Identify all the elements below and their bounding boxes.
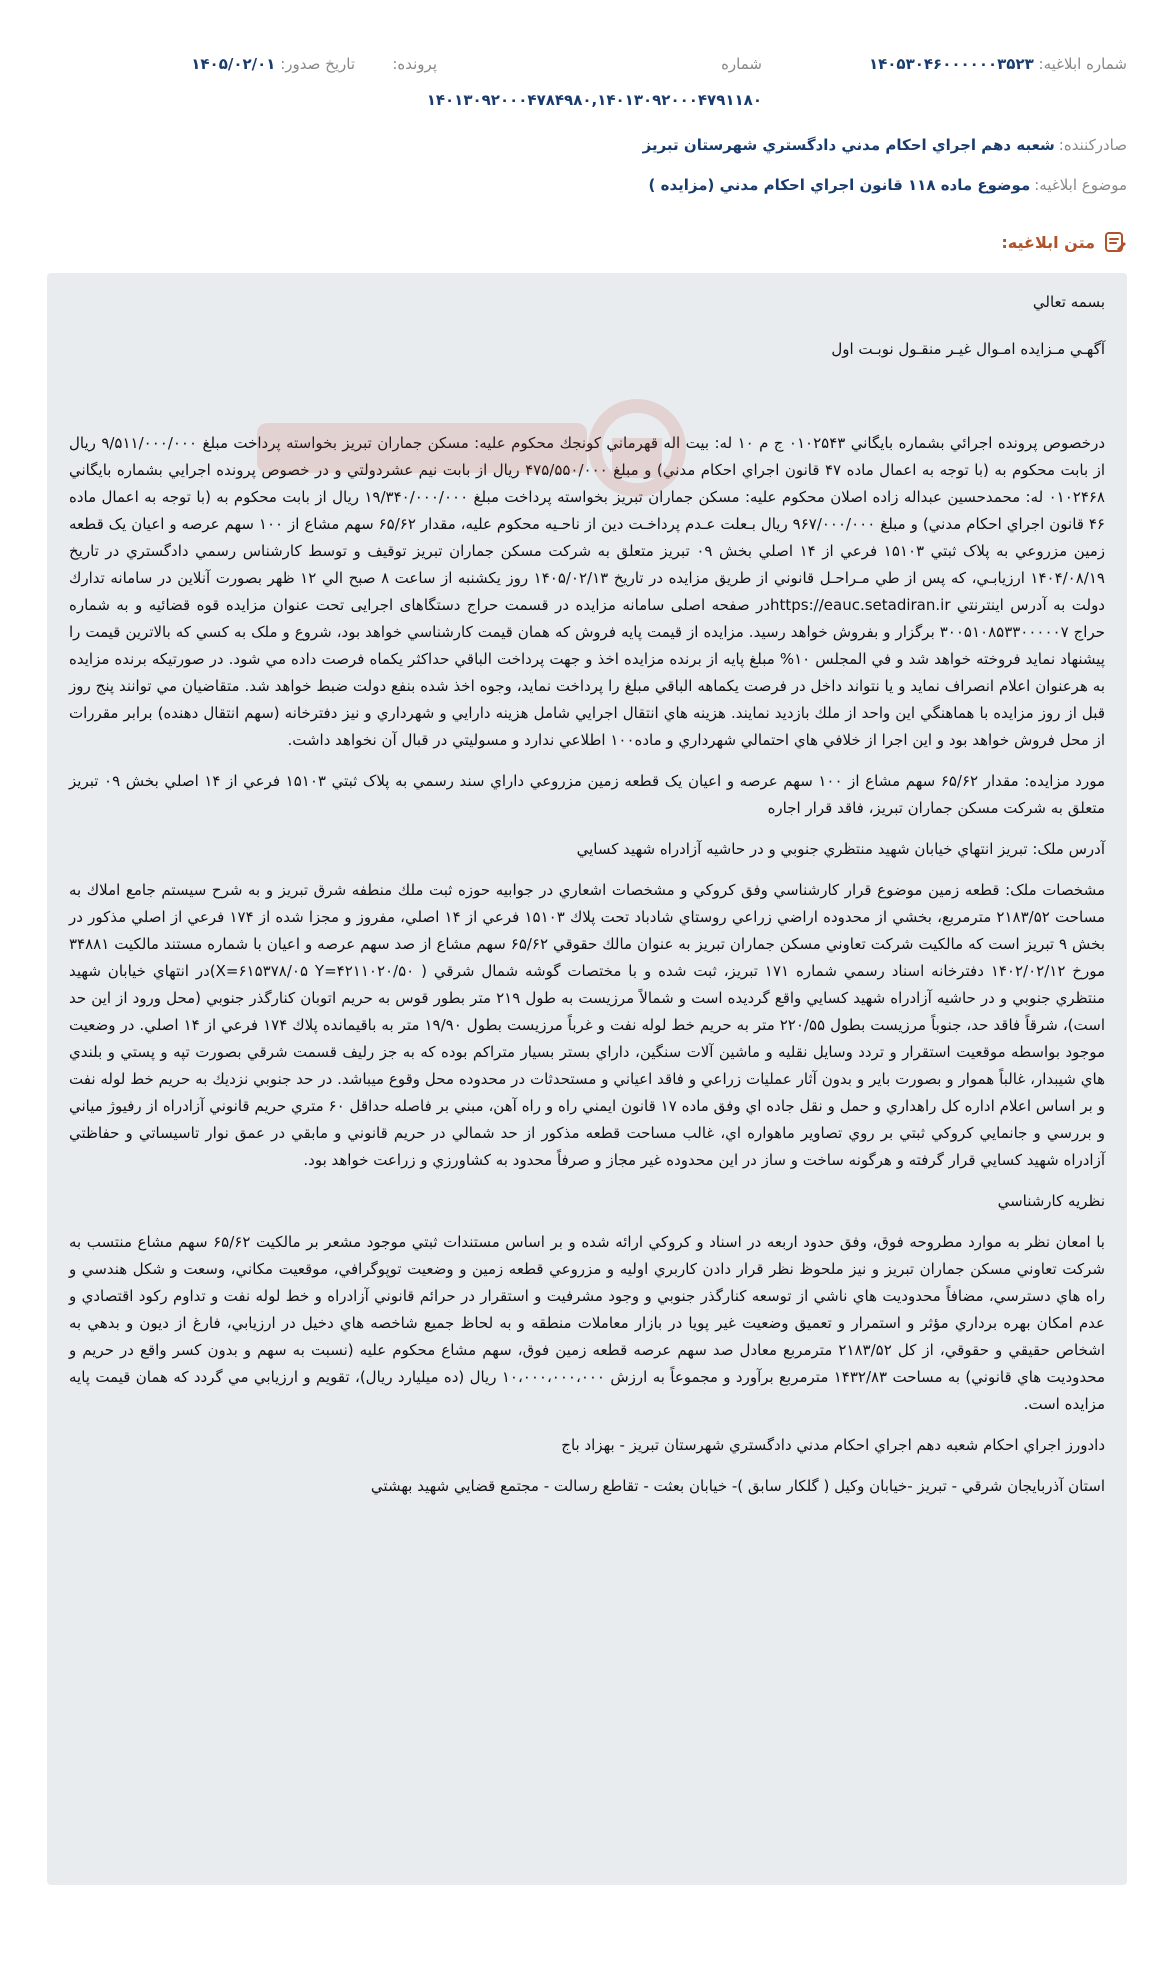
file-numbers-value: ۱۴۰۱۳۰۹۲۰۰۰۴۷۸۴۹۸۰,۱۴۰۱۳۰۹۲۰۰۰۴۷۹۱۱۸۰: [426, 91, 762, 109]
issue-date-label: تاریخ صدور:: [280, 55, 355, 73]
body-paragraph: مشخصات ملک: قطعه زمين موضوع قرار كارشناسي وفق كروكي و مشخصات اشعاري در جوابيه حوزه ثبت ملك منطفه شرق تبريز و به شرح سيستم جامع املاك به مساحت ۲۱۸۳/۵۲ مترمربع، بخشي از محدوده اراضي زراعي روستاي شادباد تحت پلاك ۱۵۱۰۳ فرعي از ۱۴ اصلي، مفروز و مجزا شده از ۱۷۴ فرعي از اصلي مذكور در بخش ۹ تبريز است كه مالكيت شركت تعاوني مسكن جماران تبريز به عنوان مالك حقوقي ۶۵/۶۲ سهم مشاع از صد سهم عرصه و اعيان با شماره مستند مالكيت ۳۴۸۸۱ مورخ ۱۴۰۲/۰۲/۱۲ دفترخانه اسناد رسمي شماره ۱۷۱ تبريز، ثبت شده و با مختصات گوشه شمال شرقي ( X=۶۱۵۳۷۸/۰۵ Y=۴۲۱۱۰۲۰/۵۰)در انتهاي خيابان شهيد منتظري جنوبي و در حاشيه آزادراه شهيد كسايي واقع گرديده است و شمالاً مرزيست به طول ۲۱۹ متر بطور قوس به حريم اتوبان كنارگذر جنوبي (محل ورود از اين حد است)، شرقاً فاقد حد، جنوباً مرزيست بطول ۲۲۰/۵۵ متر به حريم خط لوله نفت و غرباً مرزيست بطول ۱۹/۹۰ متر به باقيمانده پلاك ۱۷۴ فرعي از ۱۴ اصلي. در وضعيت موجود بواسطه موقعيت استقرار و تردد وسايل نقليه و ماشين آلات سنگين، داراي بستر بسيار متراكم بوده كه به جز رليف قسمت شرقي بصورت تپه و پستي و بلندي هاي شيبدار، غالباً هموار و بصورت باير و بدون آثار عمليات زراعي و فاقد اعياني و مستحدثات در محدوده محل وقوع ميباشد. در حد جنوبي نزديك به حريم خط لوله نفت و بر اساس اعلام اداره كل راهداري و حمل و نقل جاده اي وفق ماده ۱۷ قانون ايمني راه و راه آهن، مبني بر فاصله حداقل ۶۰ متري حريم قانوني آزادراه از رفيوژ مياني و بررسي و جانمايي كروكي ثبتي بر روي تصاوير ماهواره اي، غالب مساحت قطعه مذكور از حد شمالي در حريم قانوني و مابقي در عمق نوار تاسيساتي و حفاظتي آزادراه شهيد كسايي قرار گرفته و هرگونه ساخت و ساز در اين محدوده غير مجاز و صرفاً محدود به كشاورزي و زراعت خواهد بود.: [69, 881, 1106, 1169]
notice-number-value: ۱۴۰۵۳۰۴۶۰۰۰۰۰۰۳۵۲۳: [868, 55, 1034, 73]
notice-number-label: شماره ابلاغیه:: [1038, 55, 1127, 73]
notice-text-title: متن ابلاغیه:: [1001, 232, 1095, 252]
issuer-row: [47, 132, 1127, 158]
file-field: [392, 55, 437, 73]
number-field: [721, 55, 762, 73]
document-edit-icon: [1103, 230, 1127, 254]
body-paragraph: درخصوص پرونده اجرائي بشماره بايگاني ۰۱۰۲۵۴۳ ج م ۱۰ له: بيت اله قهرماني كونجك محكوم عليه: مسكن جماران تبريز بخواسته پرداخت مبلغ ۹/۵۱۱/۰۰۰/۰۰۰ ريال از بابت محكوم به (با توجه به اعمال ماده ۴۷ قانون اجراي احكام مدني) و مبلغ ۴۷۵/۵۵۰/۰۰۰ ريال از بابت نيم عشردولتي و در خصوص پرونده اجرايي بشماره بايگاني ۰۱۰۲۴۶۸ له: محمدحسين عبداله زاده اصلان محكوم عليه: مسكن جماران تبريز بخواسته پرداخت مبلغ ۱۹/۳۴۰/۰۰۰/۰۰۰ ريال از بابت محكوم به (با توجه به اعمال ماده ۴۶ قانون اجراي احكام مدني) و مبلغ ۹۶۷/۰۰۰/۰۰۰ ريال بـعلت عـدم پرداخـت دين از ناحـيه محكوم عليه، مقدار ۶۵/۶۲ سهم مشاع از ۱۰۰ سهم عرصه و اعيان يک قطعه زمين مزروعي به پلاک ثبتي ۱۵۱۰۳ فرعي از ۱۴ اصلي بخش ۰۹ تبريز متعلق به شرکت مسکن جماران تبريز توقيف و توسط كارشناس رسمي دادگستري در تاريخ ۱۴۰۴/۰۸/۱۹ ارزيابـي، كه پس از طي مـراحـل قانوني از طريق مزايده در تاريخ ۱۴۰۵/۰۲/۱۳ روز يكشنبه از ساعت ۸ صبح الي ۱۲ ظهر بصورت آنلاين در سامانه تدارك دولت به آدرس اينترنتي https://eauc.setadiran.irدر صفحه اصلی سامانه مزايده در قسمت حراج دستگاهای اجرايی تحت عنوان مزايده قوه قضائيه و به شماره حراج ۳۰۰۵۱۰۸۵۳۳۰۰۰۰۰۷ برگزار و بفروش خواهد رسيد. مزايده از قيمت پايه فروش كه همان قيمت كارشناسي خواهد بود، شروع و ملک به كسي كه بالاترين قيمت را پيشنهاد نمايد فروخته خواهد شد و في المجلس ۱۰% مبلغ پايه از برنده مزايده اخذ و جهت پرداخت الباقي حداكثر يكماه فرصت داده مي شود. در صورتيكه برنده مزايده به هرعنوان اعلام انصراف نمايد و يا نتواند داخل در فرصت يكماهه الباقي مبلغ را پرداخت نمايد، وجوه اخذ شده بنفع دولت ضبط خواهد شد. متقاضيان مي توانند پنج روز قبل از روز مزايده با هماهنگي اين واحد از ملك بازديد نمايند. هزينه هاي انتقال اجرايي شامل هزينه دارايي و شهرداري و نيز دفترخانه (سهم انتقال دهنده) برابر مقررات از محل فروش خواهد بود و اين اجرا از خلافي هاي احتمالي شهرداري و ماده۱۰۰ اطلاعي ندارد و مسوليتي در قبال آن نخواهد داشت.: [69, 434, 1106, 749]
issue-date-value: ۱۴۰۵/۰۲/۰۱: [191, 55, 276, 73]
file-label: پرونده:: [392, 55, 437, 73]
number-label: شماره: [721, 55, 762, 73]
issuer-label: صادرکننده:: [1058, 136, 1127, 154]
notice-meta-row: [47, 55, 1127, 85]
subject-label: موضوع ابلاغیه:: [1034, 176, 1127, 194]
body-paragraph: استان آذربايجان شرقي - تبريز -خيابان وكيل ( گلكار سابق )- خيابان بعثت - تقاطع رسالت - مجتمع قضايي شهيد بهشتي: [370, 1477, 1105, 1495]
body-paragraph: آگهـي مـزايده امـوال غيـر منقـول نوبـت اول: [831, 340, 1105, 358]
body-paragraph: آدرس ملک: تبريز انتهاي خيابان شهيد منتظري جنوبي و در حاشيه آزادراه شهيد كسايي: [576, 840, 1105, 858]
body-paragraph: نظريه كارشناسي: [997, 1192, 1105, 1210]
issuer-value: شعبه دهم اجراي احكام مدني دادگستري شهرستان تبريز: [642, 136, 1055, 154]
body-paragraph: دادورز اجراي احكام شعبه دهم اجراي احكام مدني دادگستري شهرستان تبريز - بهزاد باج: [561, 1436, 1105, 1454]
body-paragraph: با امعان نظر به موارد مطروحه فوق، وفق حدود اربعه در اسناد و كروكي ارائه شده و بر اساس مستندات ثبتي موجود مشعر بر مالكيت ۶۵/۶۲ سهم مشاع منتسب به شركت تعاوني مسكن جماران تبريز و نيز ملحوظ نظر قرار دادن كاربري اوليه و مزروعي قطعه زمين و وضعيت توپوگرافي، موقعيت مكاني، وسعت و شكل هندسي و راه هاي دسترسي، مضافاً محدوديت هاي ناشي از توسعه كنارگذر جنوبي و وجود مشرفيت و استقرار در حرائم قانوني آزادراه و خط لوله نفت و تداوم ركود اقتصادي و عدم امكان بهره برداري مؤثر و استمرار و تعميق وضعيت غير پويا در بازار معاملات منطقه و به لحاظ جميع شاخصه هاي دخيل در ارزيابي، فارغ از ديون و بدهي به اشخاص حقيقي و حقوقي، از كل ۲۱۸۳/۵۲ مترمربع معادل صد سهم عرصه قطعه زمين فوق، سهم مشاع محكوم عليه (نسبت به سهم و بدون كسر واقع در حريم و محدوديت هاي قانوني) به مساحت ۱۴۳۲/۸۳ مترمربع برآورد و مجموعاً به ارزش ۱۰،۰۰۰،۰۰۰،۰۰۰ ريال (ده ميليارد ريال)، تقويم و ارزيابي مي گردد كه همان قيمت پايه مزايده است.: [69, 1233, 1105, 1413]
body-paragraph: مورد مزايده: مقدار ۶۵/۶۲ سهم مشاع از ۱۰۰ سهم عرصه و اعيان يک قطعه زمين مزروعي داراي سند رسمي به پلاک ثبتي ۱۵۱۰۳ فرعي از ۱۴ اصلي بخش ۰۹ تبريز متعلق به شرکت مسکن جماران تبريز، فاقد قرار اجاره: [69, 772, 1105, 817]
file-numbers-row: [47, 88, 1127, 112]
body-paragraph: بسمه تعالي: [1032, 293, 1105, 311]
subject-row: [47, 172, 1127, 198]
notice-body-text: [47, 273, 1127, 1500]
notice-text-heading: [1001, 230, 1127, 254]
notice-body-box: [47, 273, 1127, 1885]
subject-value: موضوع ماده ۱۱۸ قانون اجراي احكام مدني (مزايده ): [648, 176, 1031, 194]
issue-date: [191, 55, 355, 73]
notice-number: [869, 55, 1127, 73]
